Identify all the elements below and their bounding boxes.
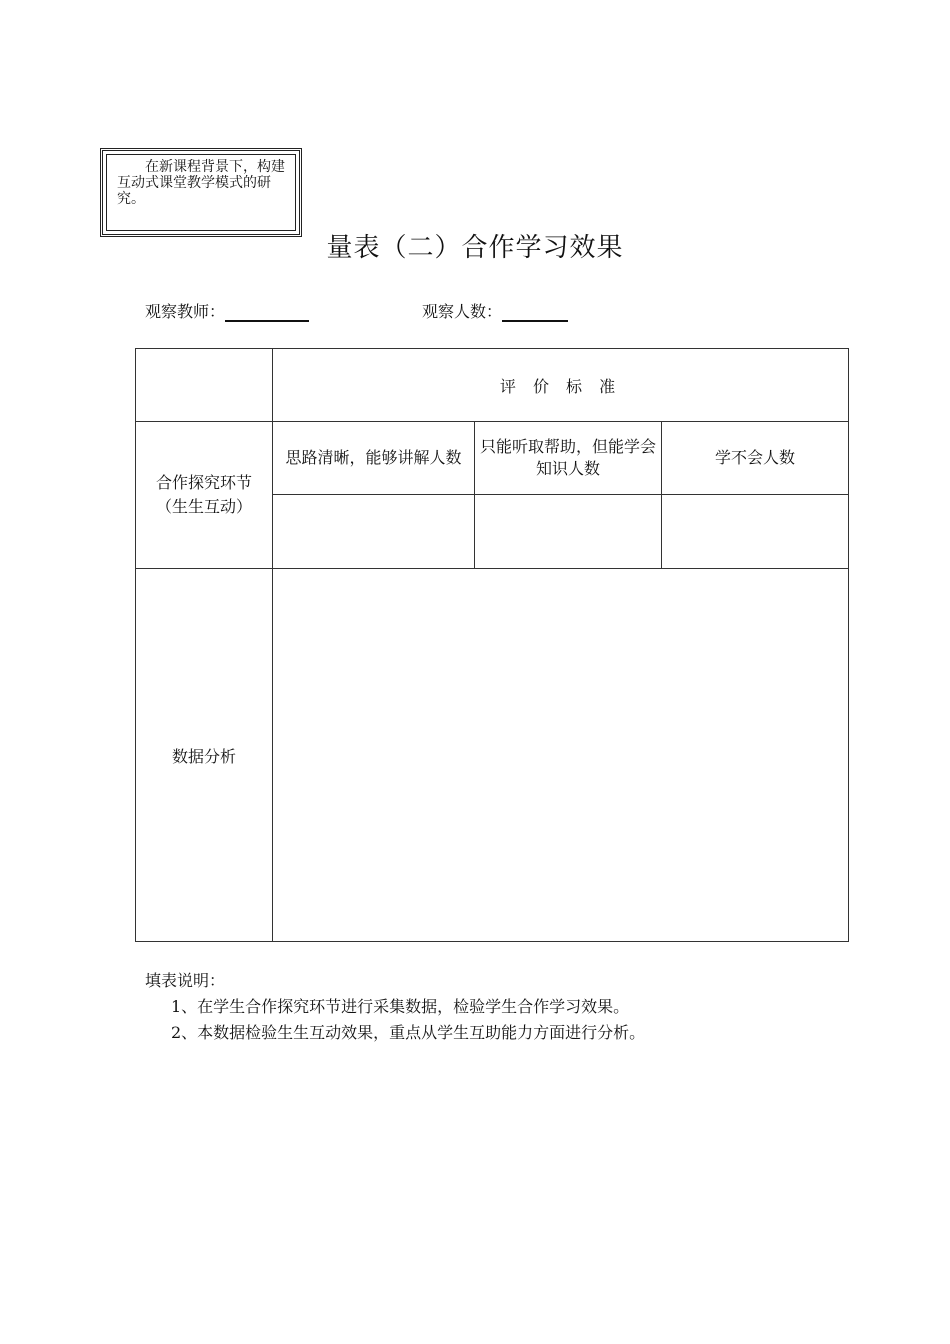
analysis-label-cell: [136, 569, 273, 942]
observer-count-label: 观察人数：: [422, 302, 503, 321]
observer-count-line: [422, 300, 568, 324]
count-cell-learn-with-help[interactable]: [475, 495, 662, 569]
analysis-entry-cell[interactable]: [273, 569, 849, 942]
stage-label-line1: 合作探究环节: [155, 473, 252, 492]
table-header-row: [136, 349, 849, 422]
observer-teacher-label: 观察教师：: [145, 302, 226, 321]
criteria-row: [136, 422, 849, 495]
observer-count-blank[interactable]: [502, 302, 568, 322]
observer-teacher-line: [145, 300, 309, 324]
stamp-frame: [100, 148, 302, 237]
count-cell-clear-thinking[interactable]: [273, 495, 475, 569]
observer-teacher-blank[interactable]: [225, 302, 309, 322]
fill-instructions: [145, 968, 645, 1046]
criteria-header-cell: [273, 349, 849, 422]
stage-label-line2: （生生互动）: [155, 497, 252, 516]
evaluation-table: [135, 348, 849, 942]
analysis-row: [136, 569, 849, 942]
criterion-cannot-learn: 学不会人数: [662, 422, 849, 495]
corner-cell: [136, 349, 273, 422]
instruction-item: 2、本数据检验生生互动效果，重点从学生互助能力方面进行分析。: [171, 1023, 646, 1042]
criteria-header: 评 价 标 准: [499, 376, 622, 396]
count-cell-cannot-learn[interactable]: [662, 495, 849, 569]
criterion-learn-with-help: 只能听取帮助，但能学会知识人数: [475, 422, 662, 495]
criterion-clear-thinking: 思路清晰，能够讲解人数: [273, 422, 475, 495]
analysis-label: 数据分析: [171, 746, 236, 766]
page-title: 量表（二）合作学习效果: [326, 233, 624, 263]
fill-instructions-heading: 填表说明：: [145, 971, 226, 990]
stage-label-cell: [136, 422, 273, 569]
stamp-text: 在新课程背景下，构建互动式课堂教学模式的研究。: [106, 154, 296, 231]
instruction-item: 1、在学生合作探究环节进行采集数据，检验学生合作学习效果。: [171, 997, 630, 1016]
